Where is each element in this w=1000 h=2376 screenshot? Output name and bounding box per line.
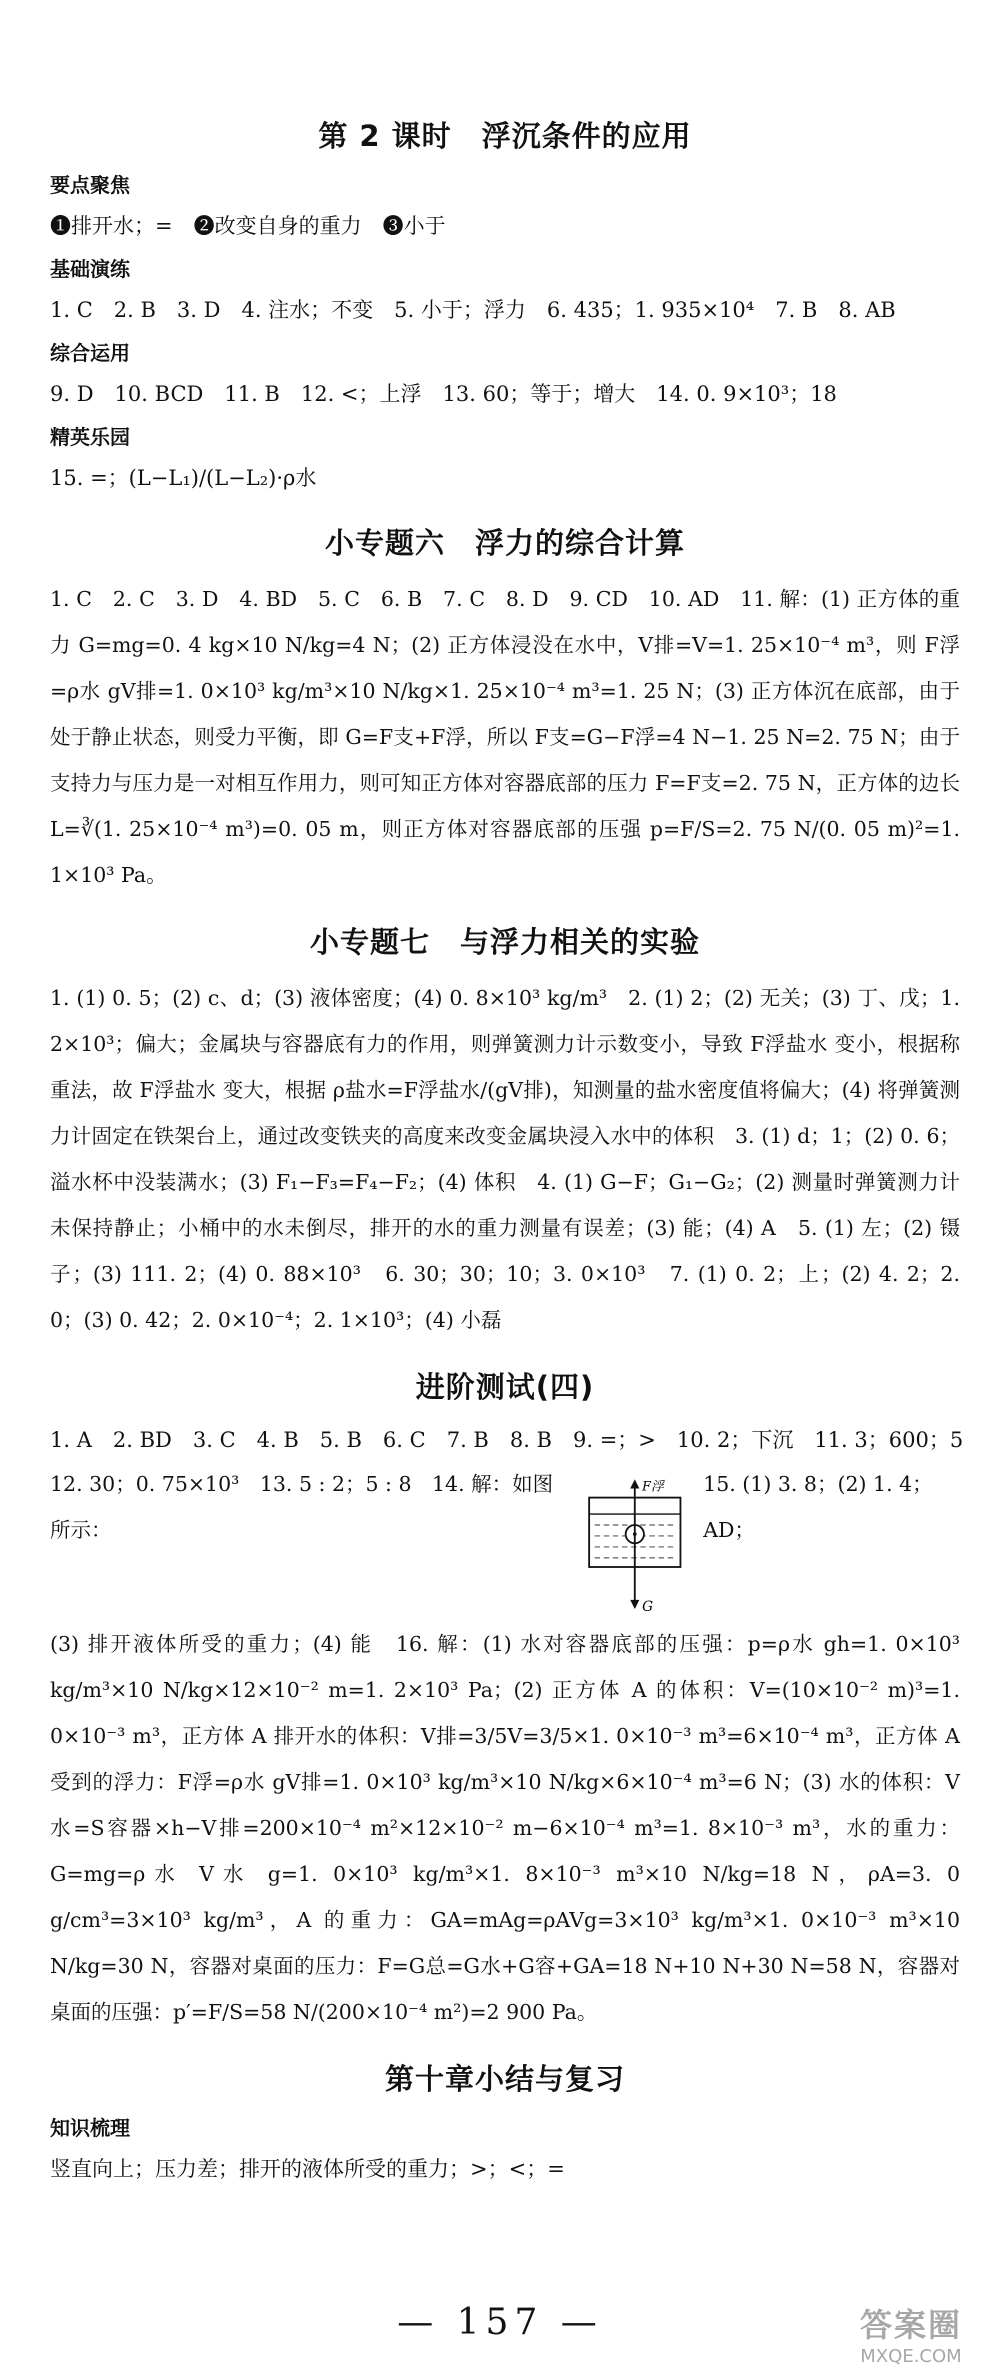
basic-practice-answers: 1. C 2. B 3. D 4. 注水；不变 5. 小于；浮力 6. 435；1. 935×10⁴ 7. B 8. AB xyxy=(50,298,896,322)
gravity-arrowhead xyxy=(630,1600,639,1609)
buoyancy-arrowhead xyxy=(630,1479,639,1488)
elite-answers: 15. =；(L−L₁)/(L−L₂)·ρ水 xyxy=(50,466,317,490)
comprehensive-answers: 9. D 10. BCD 11. B 12. <；上浮 13. 60；等于；增大 14. 0. 9×10³；18 xyxy=(50,382,837,406)
test4-answers: (3) 排开液体所受的重力；(4) 能 16. 解：(1) 水对容器底部的压强：p=ρ水 gh=1. 0×10³ kg/m³×10 N/kg×12×10⁻² m=1. 2×10³ Pa；(2) 正方体 A 的体积：V=(10×10⁻² m)³=1. 0×10⁻³ m³，正方体 A 排开水的体积：V排=3/5V=3/5×1. 0×10⁻³ m³=6×10⁻⁴ m³，正方体 A 受到的浮力：F浮=ρ水 gV排=1. 0×10³ kg/m³×10 N/kg×6×10⁻⁴ m³=6 N；(3) 水的体积：V水=S容器×h−V排=200×10⁻⁴ m²×12×10⁻² m−6×10⁻⁴ m³=1. 8×10⁻³ m³，水的重力：G=mg=ρ水 V水 g=1. 0×10³ kg/m³×1. 8×10⁻³ m³×10 N/kg=18 N，ρA=3. 0 g/cm³=3×10³ kg/m³，A 的重力：GA=mAg=ρAVg=3×10³ kg/m³×1. 0×10⁻³ m³×10 N/kg=30 N，容器对桌面的压力：F=G总=G水+G容+GA=18 N+10 N+30 N=58 N，容器对桌面的压强：p′=F/S=58 N/(200×10⁻⁴ m²)=2 900 Pa。 xyxy=(50,1632,960,2024)
comprehensive-label: 综合运用 xyxy=(50,341,130,365)
key-points-label: 要点聚焦 xyxy=(50,173,130,197)
buoyancy-force-diagram xyxy=(580,1471,690,1621)
topic6-answers: 1. C 2. C 3. D 4. BD 5. C 6. B 7. C 8. D 9. CD 10. AD 11. 解：(1) 正方体的重力 G=mg=0. 4 kg×10 N/kg=4 N；(2) 正方体浸没在水中，V排=V=1. 25×10⁻⁴ m³，则 F浮=ρ水 gV排=1. 0×10³ kg/m³×10 N/kg×1. 25×10⁻⁴ m³=1. 25 N；(3) 正方体沉在底部，由于处于静止状态，则受力平衡，即 G=F支+F浮，所以 F支=G−F浮=4 N−1. 25 N=2. 75 N；由于支持力与压力是一对相互作用力，则可知正方体对容器底部的压力 F=F支=2. 75 N，正方体的边长 L=∛(1. 25×10⁻⁴ m³)=0. 05 m，则正方体对容器底部的压强 p=F/S=2. 75 N/(0. 05 m)²=1. 1×10³ Pa。 xyxy=(50,587,960,887)
answer-content xyxy=(50,110,964,2190)
test4-line2-right: 15. (1) 3. 8；(2) 1. 4；AD； xyxy=(703,1472,933,1542)
test4-line1: 1. A 2. BD 3. C 4. B 5. B 6. C 7. B 8. B 9. =；> 10. 2；下沉 11. 3；600；5 xyxy=(50,1428,964,1452)
watermark-url: MXQE.COM xyxy=(860,2345,962,2367)
gravity-label: G xyxy=(641,1598,653,1615)
elite-label: 精英乐园 xyxy=(50,425,130,449)
topic7-title: 小专题七 与浮力相关的实验 xyxy=(309,925,700,959)
buoyancy-label: F浮 xyxy=(641,1479,664,1495)
key-points-answers: ❶排开水；= ❷改变自身的重力 ❸小于 xyxy=(50,214,446,238)
watermark-logo xyxy=(836,2300,986,2366)
knowledge-answers: 竖直向上；压力差；排开的液体所受的重力；>；<；= xyxy=(50,2157,565,2181)
test4-line2-left: 12. 30；0. 75×10³ 13. 5 : 2；5 : 8 14. 解：如图所示： xyxy=(50,1472,554,1542)
watermark-brand: 答案圈 xyxy=(859,2305,962,2344)
lesson-title: 第 2 课时 浮沉条件的应用 xyxy=(318,119,692,153)
chapter-title: 第十章小结与复习 xyxy=(384,2062,625,2096)
topic6-title: 小专题六 浮力的综合计算 xyxy=(324,526,685,560)
test4-title: 进阶测试(四) xyxy=(415,1370,595,1404)
topic7-answers: 1. (1) 0. 5；(2) c、d；(3) 液体密度；(4) 0. 8×10³ kg/m³ 2. (1) 2；(2) 无关；(3) 丁、戊；1. 2×10³；偏大；金属块与容器底有力的作用，则弹簧测力计示数变小，导致 F浮盐水 变小，根据称重法，故 F浮盐水 变大，根据 ρ盐水=F浮盐水/(gV排)，知测量的盐水密度值将偏大；(4) 将弹簧测力计固定在铁架台上，通过改变铁夹的高度来改变金属块浸入水中的体积 3. (1) d；1；(2) 0. 6；溢水杯中没装满水；(3) F₁−F₃=F₄−F₂；(4) 体积 4. (1) G−F；G₁−G₂；(2) 测量时弹簧测力计未保持静止；小桶中的水未倒尽，排开的水的重力测量有误差；(3) 能；(4) A 5. (1) 左；(2) 镊子；(3) 111. 2；(4) 0. 88×10³ 6. 30；30；10；3. 0×10³ 7. (1) 0. 2；上；(2) 4. 2；2. 0；(3) 0. 42；2. 0×10⁻⁴；2. 1×10³；(4) 小磊 xyxy=(50,986,960,1332)
basic-practice-label: 基础演练 xyxy=(50,257,130,281)
test4-figure-row xyxy=(50,1461,960,1621)
knowledge-label: 知识梳理 xyxy=(50,2116,130,2140)
page-number: — 157 — xyxy=(397,2302,603,2343)
